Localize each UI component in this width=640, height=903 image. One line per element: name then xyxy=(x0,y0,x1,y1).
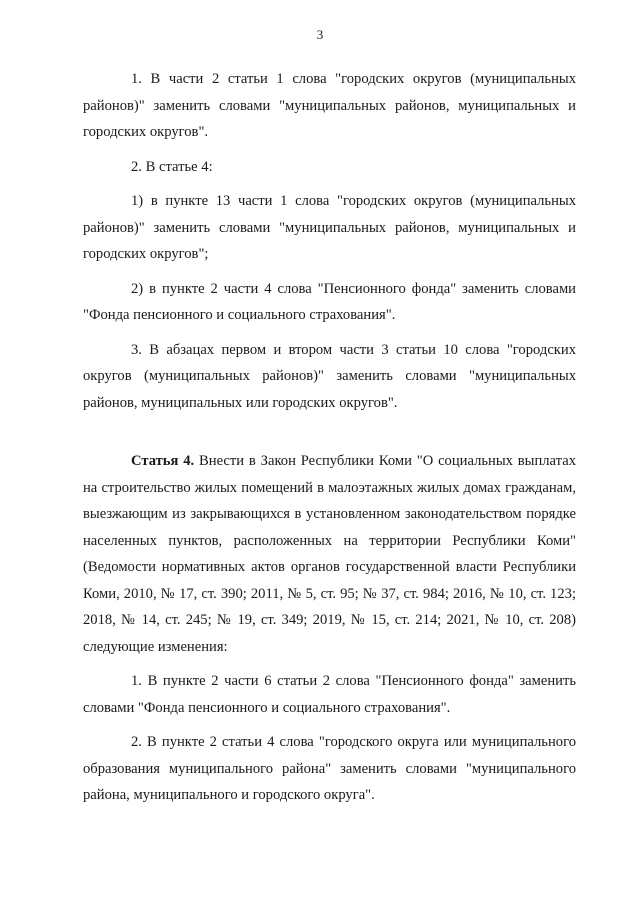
paragraph-5: 3. В абзацах первом и втором части 3 статьи 10 слова "городских округов (муниципальных районов)" заменить словами "муниципальных районов, муниципальных или городских округов". xyxy=(83,341,576,411)
article-paragraph xyxy=(83,448,576,660)
paragraph-4: 2) в пункте 2 части 4 слова "Пенсионного фонда" заменить словами "Фонда пенсионного и социального страхования". xyxy=(83,280,576,323)
document-body xyxy=(83,66,576,817)
section-gap xyxy=(83,424,576,448)
paragraph-2: 2. В статье 4: xyxy=(131,158,213,175)
page-number: 3 xyxy=(316,27,324,42)
paragraph-1: 1. В части 2 статьи 1 слова "городских округов (муниципальных районов)" заменить словами "муниципальных районов, муниципальных и городских округов". xyxy=(83,71,576,140)
paragraph-6: 1. В пункте 2 части 6 статьи 2 слова "Пенсионного фонда" заменить словами "Фонда пенсионного и социального страхования". xyxy=(83,673,576,716)
paragraph-3: 1) в пункте 13 части 1 слова "городских округов (муниципальных районов)" заменить словами "муниципальных районов, муниципальных и городских округов"; xyxy=(83,193,576,262)
article-heading: Статья 4. xyxy=(131,453,195,469)
paragraph-7: 2. В пункте 2 статьи 4 слова "городского округа или муниципального образования муниципального района" заменить словами "муниципального района, муниципального и городского округа". xyxy=(83,734,576,803)
article-text: Внести в Закон Республики Коми "О социальных выплатах на строительство жилых помещений в малоэтажных жилых домах гражданам, выезжающим из закрывающихся в установленном законодательством порядке населенных пунктов, расположенных на территории Республики Коми" (Ведомости нормативных актов органов государственной власти Республики Коми, 2010, № 17, ст. 390; 2011, № 5, ст. 95; № 37, ст. 984; 2016, № 10, ст. 123; 2018, № 14, ст. 245; № 19, ст. 349; 2019, № 15, ст. 214; 2021, № 10, ст. 208) следующие изменения: xyxy=(83,453,576,655)
